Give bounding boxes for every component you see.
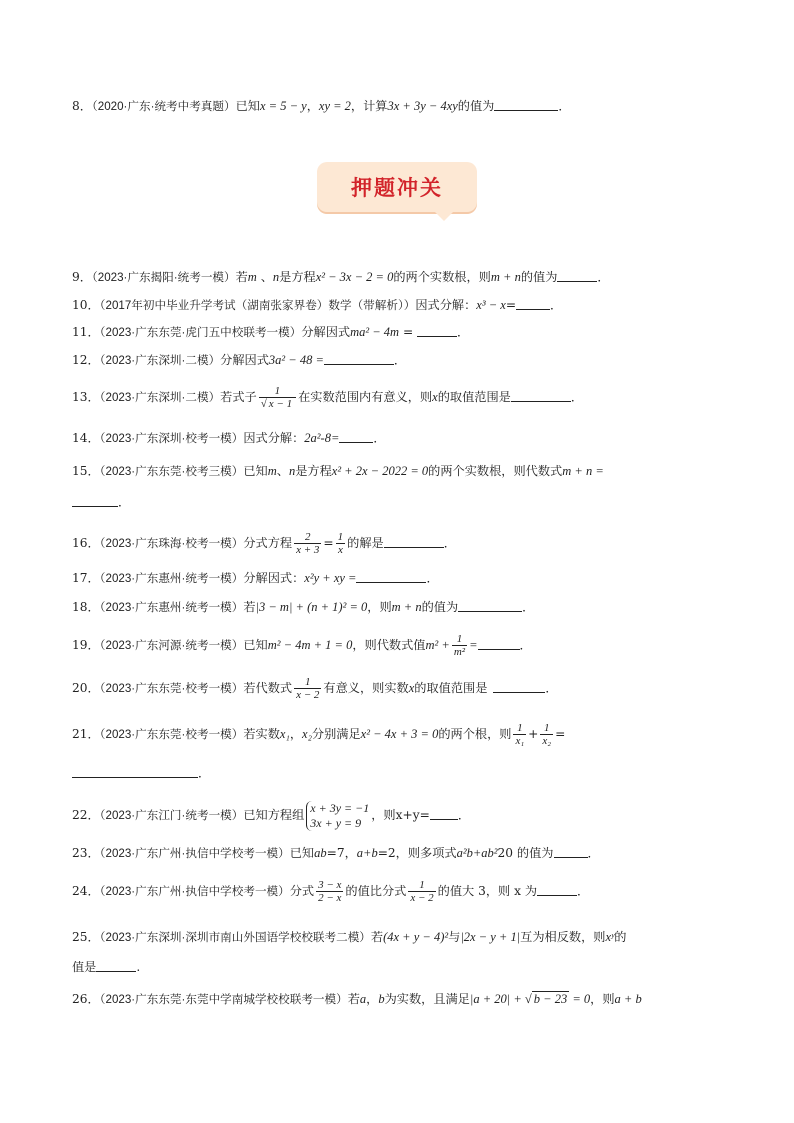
question-text: 20 的值为 (497, 846, 554, 860)
question-text: = (399, 325, 418, 339)
question-text: ． (570, 390, 584, 404)
math-expression: 2a²-8= (304, 431, 340, 445)
question-text: 的值为 (520, 270, 558, 284)
question-number: 14． (72, 431, 100, 445)
math-expression: x₁ (279, 727, 290, 741)
question-text: 若 (370, 930, 384, 944)
answer-blank[interactable] (417, 324, 457, 337)
question-13 (72, 382, 583, 413)
math-expression: n (288, 464, 296, 478)
question-source: （2023·广东深圳·二模） (99, 391, 221, 404)
fraction-denominator: m² (453, 646, 466, 658)
question-25-continued (72, 958, 140, 976)
question-text: 、 (256, 270, 273, 284)
question-source: （2023·广东深圳·二模） (99, 354, 221, 367)
question-text: 的两个实数根，则 (393, 270, 491, 284)
math-expression: a + b (614, 992, 642, 1006)
question-text: 、 (276, 464, 289, 478)
fraction-numerator: 2 (294, 531, 321, 544)
question-text: ． (558, 99, 571, 113)
question-number: 26． (72, 992, 100, 1006)
fraction-numerator: 1 (259, 385, 296, 398)
fraction (294, 531, 321, 556)
equation-system (306, 801, 369, 831)
question-number: 16． (72, 536, 100, 550)
question-text: ． (519, 638, 532, 652)
question-number: 24． (72, 884, 100, 898)
question-11 (72, 323, 469, 342)
question-text: 已知 (235, 99, 260, 113)
question-source: （2023·广东河源·统考一模） (99, 639, 244, 652)
equals-sign: = (555, 727, 566, 741)
question-text: ，则 (367, 600, 392, 614)
fraction-numerator: 1 (294, 676, 321, 689)
fraction (408, 879, 435, 904)
question-22 (72, 798, 470, 833)
question-text: ． (426, 571, 439, 585)
question-number: 20． (72, 681, 100, 695)
fraction-numerator: 1 (513, 722, 526, 735)
question-17 (72, 569, 439, 588)
question-text: ，计算 (350, 99, 388, 113)
question-number: 22． (72, 808, 100, 822)
math-expression: |3 − m| + (n + 1)² = 0 (255, 600, 368, 614)
question-source: （2023·广东深圳·深圳市南山外国语学校校联考二模） (99, 931, 371, 944)
math-expression: a²b+ab² (456, 846, 498, 860)
fraction (336, 531, 346, 556)
fraction-denominator: x₂ (542, 735, 552, 747)
question-text: ， (289, 727, 303, 741)
answer-blank[interactable] (511, 389, 571, 402)
question-source: （2023·广东江门·统考一模） (99, 809, 244, 822)
answer-blank[interactable] (72, 765, 198, 778)
question-text: 分解因式 (301, 325, 351, 339)
math-expression: ma² − 4m (350, 325, 400, 339)
question-text: 已知 (243, 638, 268, 652)
question-text: 因式分解： (243, 431, 305, 445)
question-number: 19． (72, 638, 100, 652)
question-text: ． (577, 884, 590, 898)
question-text: 的取值范围是 (414, 681, 488, 695)
question-number: 8． (72, 99, 92, 113)
answer-blank[interactable] (356, 570, 426, 583)
fraction-numerator: 1 (540, 722, 553, 735)
fraction-denominator: x + 3 (296, 544, 320, 556)
math-expression: m² + (425, 638, 450, 652)
equals-sign: = (323, 536, 334, 550)
question-text: 若代数式 (243, 681, 293, 695)
plus-sign: + (528, 727, 539, 741)
question-text: 已知 (289, 846, 315, 860)
question-text: 互为相反数，则 (520, 930, 606, 944)
banner-pointer (435, 212, 453, 221)
question-26 (72, 990, 642, 1009)
math-expression: x (432, 390, 438, 404)
question-text: 的取值范围是 (437, 390, 511, 404)
math-expression: m (267, 464, 277, 478)
square-root: √ b − 23 (524, 992, 568, 1006)
question-text: 若 (347, 992, 360, 1006)
question-text: 的值比分式 (345, 884, 407, 898)
answer-blank[interactable] (557, 269, 597, 282)
question-text: 有意义，则实数 (323, 681, 409, 695)
question-text: 的值为 (457, 99, 495, 113)
math-expression: |2x − y + 1| (460, 930, 521, 944)
question-number: 17． (72, 571, 100, 585)
math-expression: xy = 2 (318, 99, 351, 113)
answer-blank[interactable] (324, 352, 394, 365)
question-text: 已知 (243, 464, 268, 478)
fraction-numerator: 1 (452, 633, 467, 646)
question-source: （2023·广东东莞·东莞中学南城学校校联考一模） (99, 993, 348, 1006)
math-expression: = (469, 638, 478, 652)
answer-blank[interactable] (384, 535, 444, 548)
question-source: （2023·广东东莞·校考一模） (99, 682, 244, 695)
question-text: 的解是 (347, 536, 384, 550)
question-number: 21． (72, 727, 100, 741)
math-expression: xʸ (605, 930, 615, 944)
question-text: 分别满足 (311, 727, 361, 741)
math-expression: m (247, 270, 257, 284)
fraction (259, 385, 296, 410)
question-source: （2023·广东珠海·校考一模） (99, 537, 244, 550)
question-text: ，则代数式值 (352, 638, 426, 652)
fraction-denominator: x − 2 (296, 689, 320, 701)
question-16 (72, 528, 456, 559)
question-source: （2023·广东东莞·校考一模） (99, 728, 244, 741)
question-text: 的值大 3，则 x 为 (437, 884, 538, 898)
question-source: （2023·广东揭阳·统考一模） (91, 271, 236, 284)
question-19 (72, 630, 532, 661)
radicand: b − 23 (533, 992, 568, 1006)
math-expression: (4x + y − 4)² (383, 930, 449, 944)
question-text: 若式子 (220, 390, 257, 404)
question-14 (72, 429, 386, 448)
question-text: = (505, 298, 517, 312)
question-source: （2020·广东·统考中考真题） (91, 100, 236, 113)
fraction-numerator: 3 − x (318, 879, 342, 891)
answer-blank[interactable] (430, 807, 458, 820)
math-expression: m + n = (562, 464, 604, 478)
question-text: 已知方程组 (243, 808, 305, 822)
question-18 (72, 598, 534, 617)
question-source: （2023·广东惠州·统考一模） (99, 601, 244, 614)
question-21-continued (72, 764, 210, 782)
math-expression: |a + 20| + (469, 992, 525, 1006)
math-expression: x (408, 681, 415, 695)
question-15 (72, 462, 604, 481)
question-text: ，则 (590, 992, 615, 1006)
math-expression: b (378, 992, 385, 1006)
math-expression: x³ − x (476, 298, 506, 312)
question-source: （2023·广东深圳·校考一模） (99, 432, 244, 445)
answer-blank[interactable] (537, 883, 577, 896)
question-number: 25． (72, 930, 100, 944)
question-text: 为实数，且满足 (384, 992, 470, 1006)
fraction-denominator: x − 2 (410, 892, 434, 904)
fraction (452, 633, 467, 658)
question-10 (72, 296, 562, 315)
question-23 (72, 844, 600, 863)
question-text: 值是 (72, 960, 97, 974)
radicand: x − 1 (268, 398, 293, 410)
fraction-denominator: √ x − 1 (260, 398, 293, 410)
fraction (513, 722, 526, 747)
math-expression: = 0 (569, 992, 591, 1006)
math-expression: m² − 4m + 1 = 0 (267, 638, 353, 652)
equation-row: 3x + y = 9 (310, 815, 362, 830)
answer-blank[interactable] (96, 959, 136, 972)
question-text: ． (457, 808, 470, 822)
question-text: 若 (235, 270, 248, 284)
question-20 (72, 673, 558, 704)
question-text: . (136, 960, 141, 974)
answer-blank[interactable] (494, 98, 558, 111)
section-banner (317, 162, 477, 212)
question-number: 15． (72, 464, 100, 478)
math-expression: m + n (391, 600, 422, 614)
fraction (294, 676, 321, 701)
question-text: 因式分解： (415, 298, 477, 312)
math-expression: n (272, 270, 280, 284)
answer-blank[interactable] (554, 845, 588, 858)
question-number: 9． (72, 270, 92, 284)
math-expression: x₂ (302, 727, 312, 741)
question-text: =7， (326, 846, 357, 860)
answer-blank[interactable] (339, 430, 373, 443)
question-source: （2023·广东惠州·统考一模） (99, 572, 244, 585)
question-text: 与 (448, 930, 461, 944)
question-text: ． (118, 495, 131, 509)
fraction (540, 722, 553, 747)
question-text: 若实数 (243, 727, 280, 741)
math-expression: ab (314, 846, 327, 860)
question-text: 的值为 (421, 600, 459, 614)
question-text: 分解因式： (243, 571, 305, 585)
math-expression: x² + 2x − 2022 = 0 (331, 464, 429, 478)
question-text: 若 (243, 600, 256, 614)
math-expression: m + n (490, 270, 521, 284)
question-text: 的两个实数根，则代数式 (428, 464, 563, 478)
fraction-numerator: 1 (337, 531, 344, 543)
fraction-numerator: 1 (408, 879, 435, 892)
question-source: （2023·广东广州·执信中学校考一模） (99, 847, 290, 860)
math-expression: 3x + 3y − 4xy (387, 99, 458, 113)
question-text: ． (393, 353, 407, 367)
question-source: （2023·广东东莞·校考三模） (99, 465, 244, 478)
answer-blank[interactable] (493, 680, 545, 693)
question-number: 23． (72, 846, 100, 860)
question-text: ， (306, 99, 319, 113)
question-15-continued (72, 493, 130, 511)
question-24 (72, 876, 589, 907)
question-text: ． (373, 431, 386, 445)
math-expression: x² − 3x − 2 = 0 (315, 270, 394, 284)
math-expression: x = 5 − y (259, 99, 307, 113)
question-text: 是方程 (279, 270, 316, 284)
question-text: 分解因式 (220, 353, 269, 367)
question-text: ． (198, 766, 211, 780)
question-8 (72, 97, 571, 116)
answer-blank[interactable] (72, 494, 118, 507)
question-text: ，则x+y= (371, 808, 430, 822)
question-text: ． (545, 681, 558, 695)
question-text: ． (587, 846, 600, 860)
question-number: 13． (72, 390, 100, 404)
question-text: 是方程 (295, 464, 332, 478)
answer-blank[interactable] (458, 599, 522, 612)
equation-row: x + 3y = −1 (310, 800, 370, 815)
question-source: （2023·广东东莞·虎门五中校联考一模） (99, 326, 302, 339)
math-expression: a (359, 992, 367, 1006)
question-text: ． (597, 270, 610, 284)
question-text: 在实数范围内有意义，则 (298, 390, 433, 404)
fraction-denominator: x (337, 544, 343, 556)
answer-blank[interactable] (478, 637, 520, 650)
question-25 (72, 928, 626, 947)
question-12 (72, 351, 406, 370)
question-text: 分式方程 (243, 536, 293, 550)
question-text: ． (550, 298, 563, 312)
question-text: ． (443, 536, 456, 550)
fraction (316, 879, 343, 904)
question-text: =2，则多项式 (377, 846, 457, 860)
math-expression: a+b (356, 846, 378, 860)
question-text: 的 (614, 930, 627, 944)
question-text: ． (457, 325, 470, 339)
math-expression: x²y + xy = (304, 571, 357, 585)
fraction-denominator: x₁ (515, 735, 525, 747)
question-text: ． (522, 600, 535, 614)
question-text: 的两个根，则 (438, 727, 512, 741)
question-21 (72, 719, 565, 750)
question-number: 10． (72, 298, 100, 312)
question-number: 12． (72, 353, 100, 367)
fraction-denominator: 2 − x (318, 892, 342, 904)
question-source: （2017年初中毕业升学考试（湖南张家界卷）数学（带解析）） (99, 299, 416, 312)
question-text: 分式 (289, 884, 315, 898)
question-text: ， (366, 992, 379, 1006)
answer-blank[interactable] (516, 297, 550, 310)
question-9 (72, 268, 610, 287)
question-number: 11． (72, 325, 100, 339)
math-expression: x² − 4x + 3 = 0 (360, 727, 439, 741)
math-expression: 3a² − 48 = (268, 353, 324, 367)
question-source: （2023·广东广州·执信中学校考一模） (99, 885, 290, 898)
question-number: 18． (72, 600, 100, 614)
section-title: 押题冲关 (351, 176, 443, 200)
